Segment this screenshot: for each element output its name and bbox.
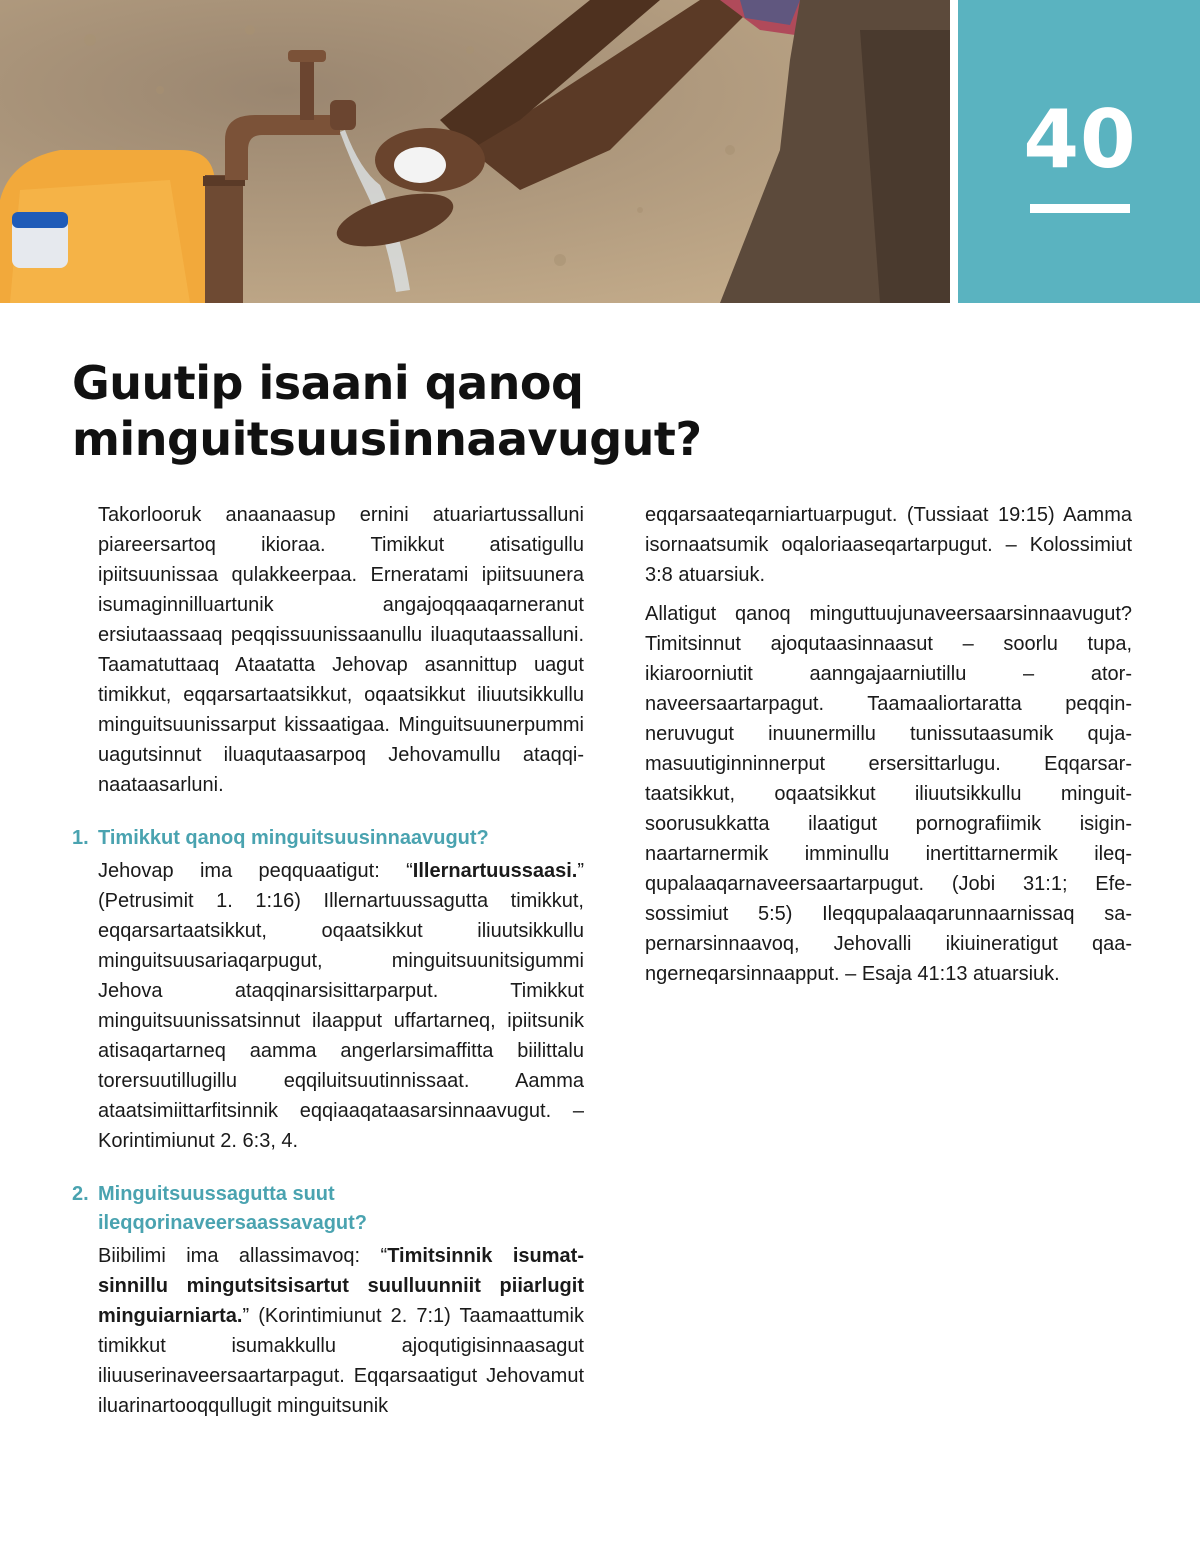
scripture-quote: Timitsinnik isumatsinnillu mingutsitsisartut suulluunniit piiarlugit minguiarniarta.	[98, 1245, 584, 1327]
question-number: 2.	[72, 1183, 89, 1205]
left-column	[72, 500, 584, 1430]
intro-paragraph: Takorlooruk anaanaasup ernini atuariartussalluni piareersartoq ikioraa. Timikkut atisatigullu ipiitsuunissaa qulakkeerpaa. Erneratami ipiitsuunera isumaginnilluartunik angajoqqaaqarneranut ersiutaassaaq peqqissuunissaanullu iluaqutaassalluni. Taamatuttaaq Ataatatta Jehovap asannittup uagut timikkut, eqqarsartaatsikkut, oqaatsikkut iliuutsikkullu minguitsuunissarput kissaatigaa. Minguitsuunerpummi uagutsinnut iluaqutaasarpoq Jehovamullu ataqqinaataasarluni.	[98, 504, 584, 796]
lesson-number-underline	[1030, 204, 1130, 213]
answer-2-continued: eqqarsaateqarniartuarpugut. (Tussiaat 19:15) Aamma isornaatsumik oqaloriaaseqartarpugut. – Kolossimiut 3:8 atuarsiuk.	[645, 504, 1132, 586]
lesson-number-box	[958, 0, 1200, 303]
answer-text: Jehovap ima peqquaatigut: “	[98, 860, 413, 882]
answer-2-paragraph	[72, 1241, 584, 1421]
question-2	[72, 1180, 584, 1238]
lesson-number: 40	[1023, 93, 1137, 186]
question-text: Timikkut qanoq minguitsuusinnaavugut?	[98, 827, 489, 849]
answer-text: ” (Korintimiunut 2. 7:1) Taamaattumik timikkut isumakkullu ajoqutigisinnaasagut iliuuserinaveersaartarpagut. Eqqarsaatigut Jehovamut iluarinartooqqullugit minguitsunik	[98, 1305, 584, 1417]
answer-1-paragraph	[72, 856, 584, 1156]
answer-text: Biibilimi ima allassimavoq: “	[98, 1245, 388, 1267]
handwashing-illustration	[0, 0, 950, 303]
question-1	[72, 824, 584, 853]
page-title: Guutip isaani qanoq minguitsuusinnaavugut?	[72, 356, 702, 466]
right-column	[645, 500, 1132, 998]
answer-2-paragraph-2: Allatigut qanoq minguttuujunaveersaarsinnaavugut? Timitsinnut ajoqutaasinnaasut – soorlu tupa, ikiaroorniutit aanngajaarniutillu – atornaveersaartarpagut. Taamaaliortaratta peqqinneruvugut inuunermillu tunissutaasumik qujamasuutiginninnerput ersersittarlugu. Eqqarsartaatsikkut, oqaatsikkut iliuutsikkullu minguitsoorusukkatta ilaatigut pornografiimik isiginnaartarnermik imminullu inertittarnermik ileqqupalaaqarnaveersaartarpugut. (Jobi 31:1; Efesossimiut 5:5) Ileqqupalaaqarunnaarnissaq sapernarsinnaavoq, Jehovalli ikiuineratigut qaangerneqarsinnaapput. – Esaja 41:13 atuarsiuk.	[645, 603, 1132, 985]
question-text: Minguitsuussagutta suut ileqqorinaveersaassavagut?	[98, 1183, 368, 1234]
scripture-quote: Illernartuussaasi.	[412, 860, 578, 882]
header-photo	[0, 0, 950, 303]
answer-text: ” (Petrusimit 1. 1:16) Illernartuussagutta timikkut, eqqarsartaatsikkut, oqaatsikkut iliuutsikkullu minguitsuusariaqarpugut, minguitsuunitsigummi Jehova ataqqinarsisittarparput. Timikkut minguitsuunissatsinnut ilaapput uffartarneq, ipiitsunik atisaqartarneq aamma angerlarsimaffitta biilittalu torersuutillugillu eqqiluitsuutinnissaat. Aamma ataatsimiittarfitsinnik eqqiaaqataasarsinnaavugut. – Korintimiunut 2. 6:3, 4.	[98, 860, 584, 1152]
question-number: 1.	[72, 827, 89, 849]
